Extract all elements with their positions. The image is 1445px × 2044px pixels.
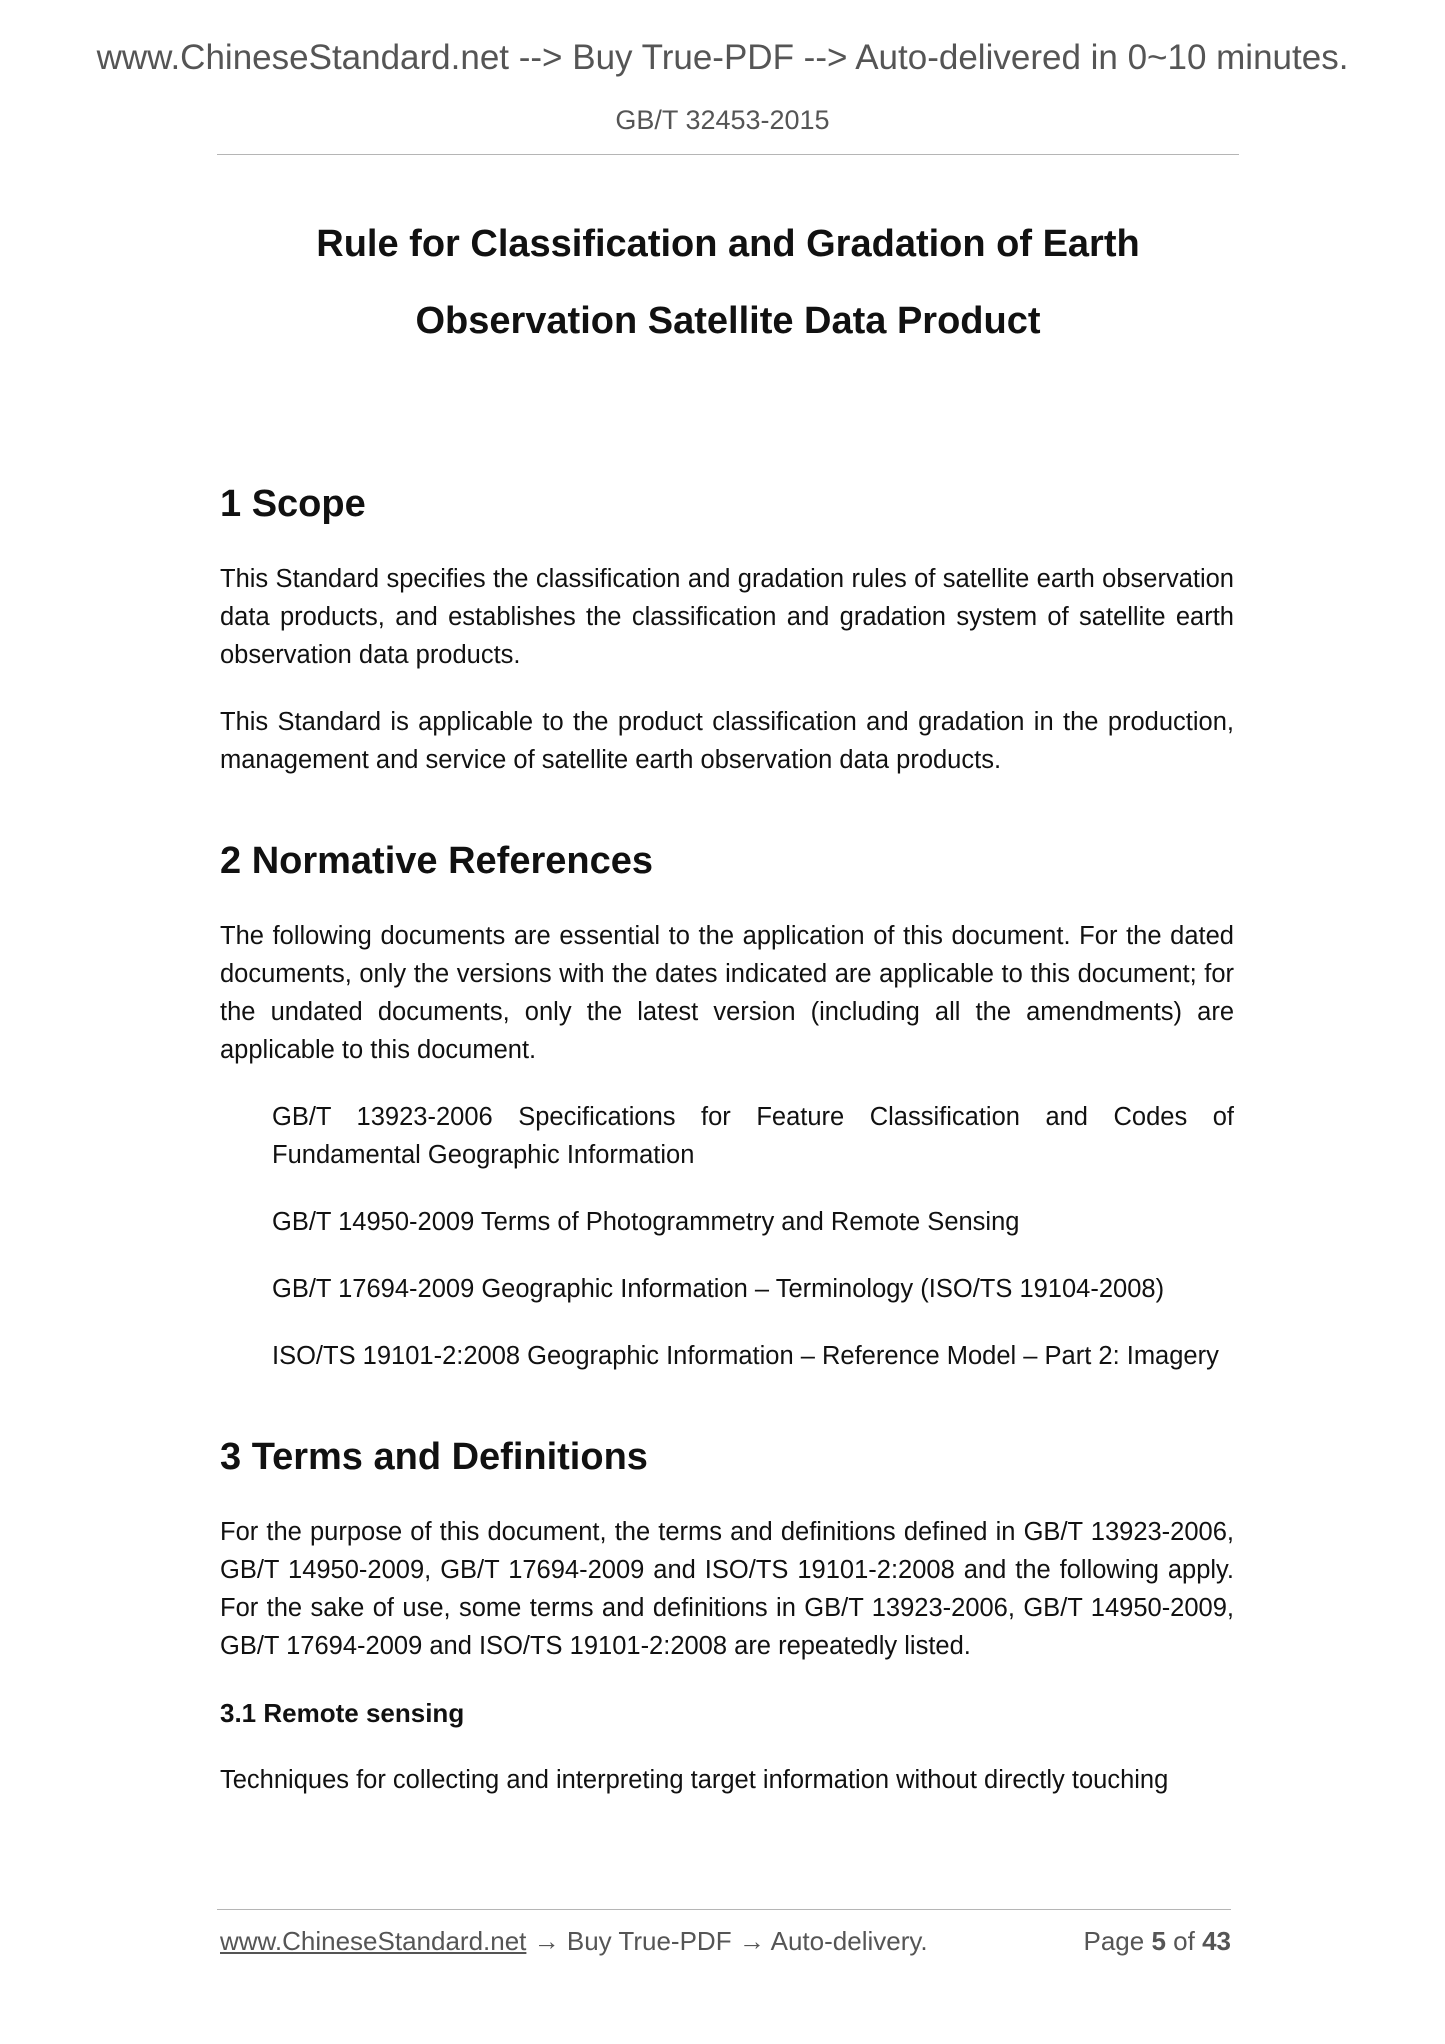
footer-site-link[interactable]: www.ChineseStandard.net	[220, 1926, 527, 1956]
title-line-1: Rule for Classification and Gradation of Earth	[316, 223, 1140, 265]
page-number: 5	[1151, 1926, 1166, 1956]
terms-intro: For the purpose of this document, the terms and definitions defined in GB/T 13923-2006, GB/T 14950-2009, GB/T 17694-2009 and ISO/TS 19101-2:2008 and the following apply. For the sake of use, some terms and definitions in GB/T 13923-2006, GB/T 14950-2009, GB/T 17694-2009 and ISO/TS 19101-2:2008 are repeatedly listed.	[220, 1518, 1234, 1660]
footer-divider	[217, 1909, 1231, 1910]
reference-item: GB/T 14950-2009 Terms of Photogrammetry and Remote Sensing	[272, 1208, 1020, 1236]
page-indicator	[1083, 1926, 1231, 1957]
term-remote-sensing-heading: 3.1 Remote sensing	[220, 1698, 465, 1728]
reference-item: GB/T 17694-2009 Geographic Information – Terminology (ISO/TS 19104-2008)	[272, 1275, 1165, 1303]
top-banner: www.ChineseStandard.net --> Buy True-PDF --> Auto-delivered in 0~10 minutes.	[96, 38, 1349, 77]
page-total: 43	[1202, 1926, 1231, 1956]
section-normative-heading: 2 Normative References	[220, 840, 653, 882]
doc-code: GB/T 32453-2015	[615, 105, 830, 135]
title-line-2: Observation Satellite Data Product	[415, 300, 1041, 342]
reference-item: ISO/TS 19101-2:2008 Geographic Information – Reference Model – Part 2: Imagery	[272, 1342, 1219, 1370]
scope-paragraph-2: This Standard is applicable to the product classification and gradation in the production, management and service of satellite earth observation data products.	[220, 708, 1234, 774]
section-terms-heading: 3 Terms and Definitions	[220, 1436, 648, 1478]
of-label: of	[1173, 1926, 1195, 1956]
page-label: Page	[1083, 1926, 1145, 1956]
header-divider	[217, 154, 1239, 155]
document-title	[217, 206, 1239, 360]
arrow-icon: →	[738, 1926, 765, 1956]
scope-paragraph-1: This Standard specifies the classification and gradation rules of satellite earth observation data products, and establishes the classification and gradation system of satellite earth observation data products.	[220, 565, 1234, 669]
arrow-icon: →	[533, 1926, 560, 1956]
section-scope-heading: 1 Scope	[220, 483, 366, 525]
term-remote-sensing-text: Techniques for collecting and interpreting target information without directly touching	[220, 1766, 1169, 1794]
document-body	[220, 480, 1234, 1799]
footer-auto-text: Auto-delivery.	[770, 1926, 928, 1956]
reference-item: GB/T 13923-2006 Specifications for Feature Classification and Codes of Fundamental Geographic Information	[272, 1103, 1234, 1169]
normative-intro: The following documents are essential to the application of this document. For the dated documents, only the versions with the dates indicated are applicable to this document; for the undated documents, only the latest version (including all the amendments) are applicable to this document.	[220, 922, 1234, 1064]
footer-buy-text: Buy True-PDF	[566, 1926, 732, 1956]
